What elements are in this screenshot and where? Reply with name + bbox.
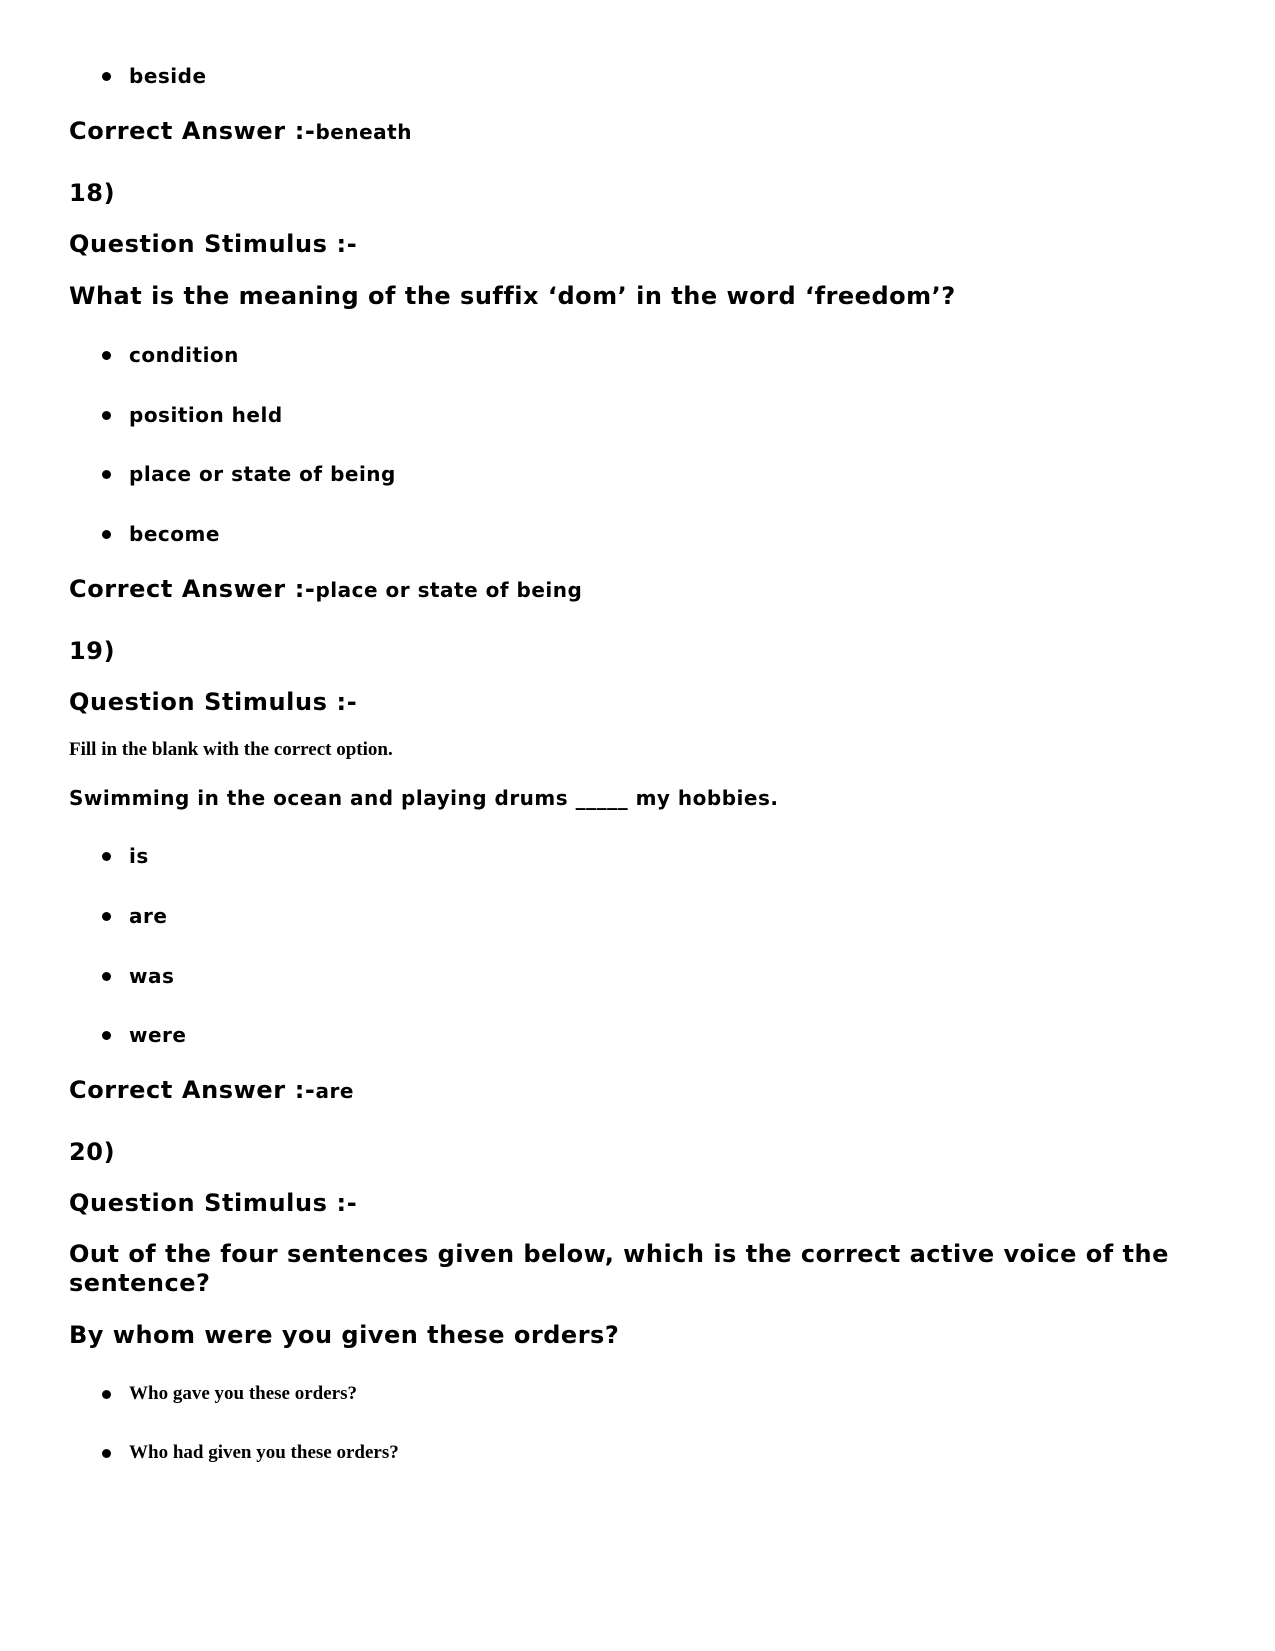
q19-number: 19): [69, 637, 116, 665]
option-text: place or state of being: [129, 462, 396, 486]
bullet-icon: [102, 411, 111, 420]
correct-answer-value: are: [315, 1079, 354, 1103]
bullet-icon: [102, 1031, 111, 1040]
bullet-icon: [102, 972, 111, 981]
option-text: was: [129, 964, 175, 988]
q18-option-4: [102, 522, 220, 546]
option-text: are: [129, 904, 168, 928]
q20-number: 20): [69, 1138, 116, 1166]
bullet-icon: [102, 530, 111, 539]
q19-option-3: [102, 964, 174, 988]
q19-question-text: Swimming in the ocean and playing drums _____ my hobbies.: [69, 786, 779, 810]
bullet-icon: [102, 852, 111, 861]
q18-option-3: [102, 462, 396, 486]
option-text: position held: [129, 403, 283, 427]
q17-option-4: [102, 64, 207, 88]
correct-answer-label: Correct Answer :-: [69, 575, 316, 603]
bullet-icon: [102, 470, 111, 479]
q18-option-1: [102, 343, 239, 367]
q18-stimulus-label: Question Stimulus :-: [69, 230, 358, 258]
bullet-icon: [102, 72, 111, 81]
q18-number: 18): [69, 179, 116, 207]
correct-answer-value: place or state of being: [315, 578, 583, 602]
q18-question-text: What is the meaning of the suffix ‘dom’ in the word ‘freedom’?: [69, 282, 956, 310]
option-text: were: [129, 1023, 187, 1047]
correct-answer-value: beneath: [315, 120, 412, 144]
q20-sentence: By whom were you given these orders?: [69, 1321, 620, 1349]
bullet-icon: [102, 1449, 111, 1458]
q19-option-1: [102, 844, 149, 868]
bullet-icon: [102, 351, 111, 360]
q19-stimulus-label: Question Stimulus :-: [69, 688, 358, 716]
option-text: Who gave you these orders?: [129, 1383, 357, 1404]
option-text: Who had given you these orders?: [129, 1442, 399, 1463]
bullet-icon: [102, 912, 111, 921]
option-text: condition: [129, 343, 239, 367]
correct-answer-label: Correct Answer :-: [69, 117, 316, 145]
q19-instruction: Fill in the blank with the correct option.: [69, 739, 393, 760]
option-text: become: [129, 522, 220, 546]
q19-option-4: [102, 1023, 186, 1047]
q20-option-2: [102, 1442, 399, 1464]
q20-stimulus-label: Question Stimulus :-: [69, 1189, 358, 1217]
bullet-icon: [102, 1390, 111, 1399]
q20-question-text: Out of the four sentences given below, which is the correct active voice of the sentence?: [69, 1240, 1169, 1297]
q19-option-2: [102, 904, 167, 928]
option-text: beside: [129, 64, 207, 88]
correct-answer-label: Correct Answer :-: [69, 1076, 316, 1104]
q19-correct-answer: [69, 1076, 354, 1104]
option-text: is: [129, 844, 149, 868]
q17-correct-answer: [69, 117, 412, 145]
q18-correct-answer: [69, 575, 582, 603]
q18-option-2: [102, 403, 283, 427]
q20-option-1: [102, 1383, 357, 1405]
